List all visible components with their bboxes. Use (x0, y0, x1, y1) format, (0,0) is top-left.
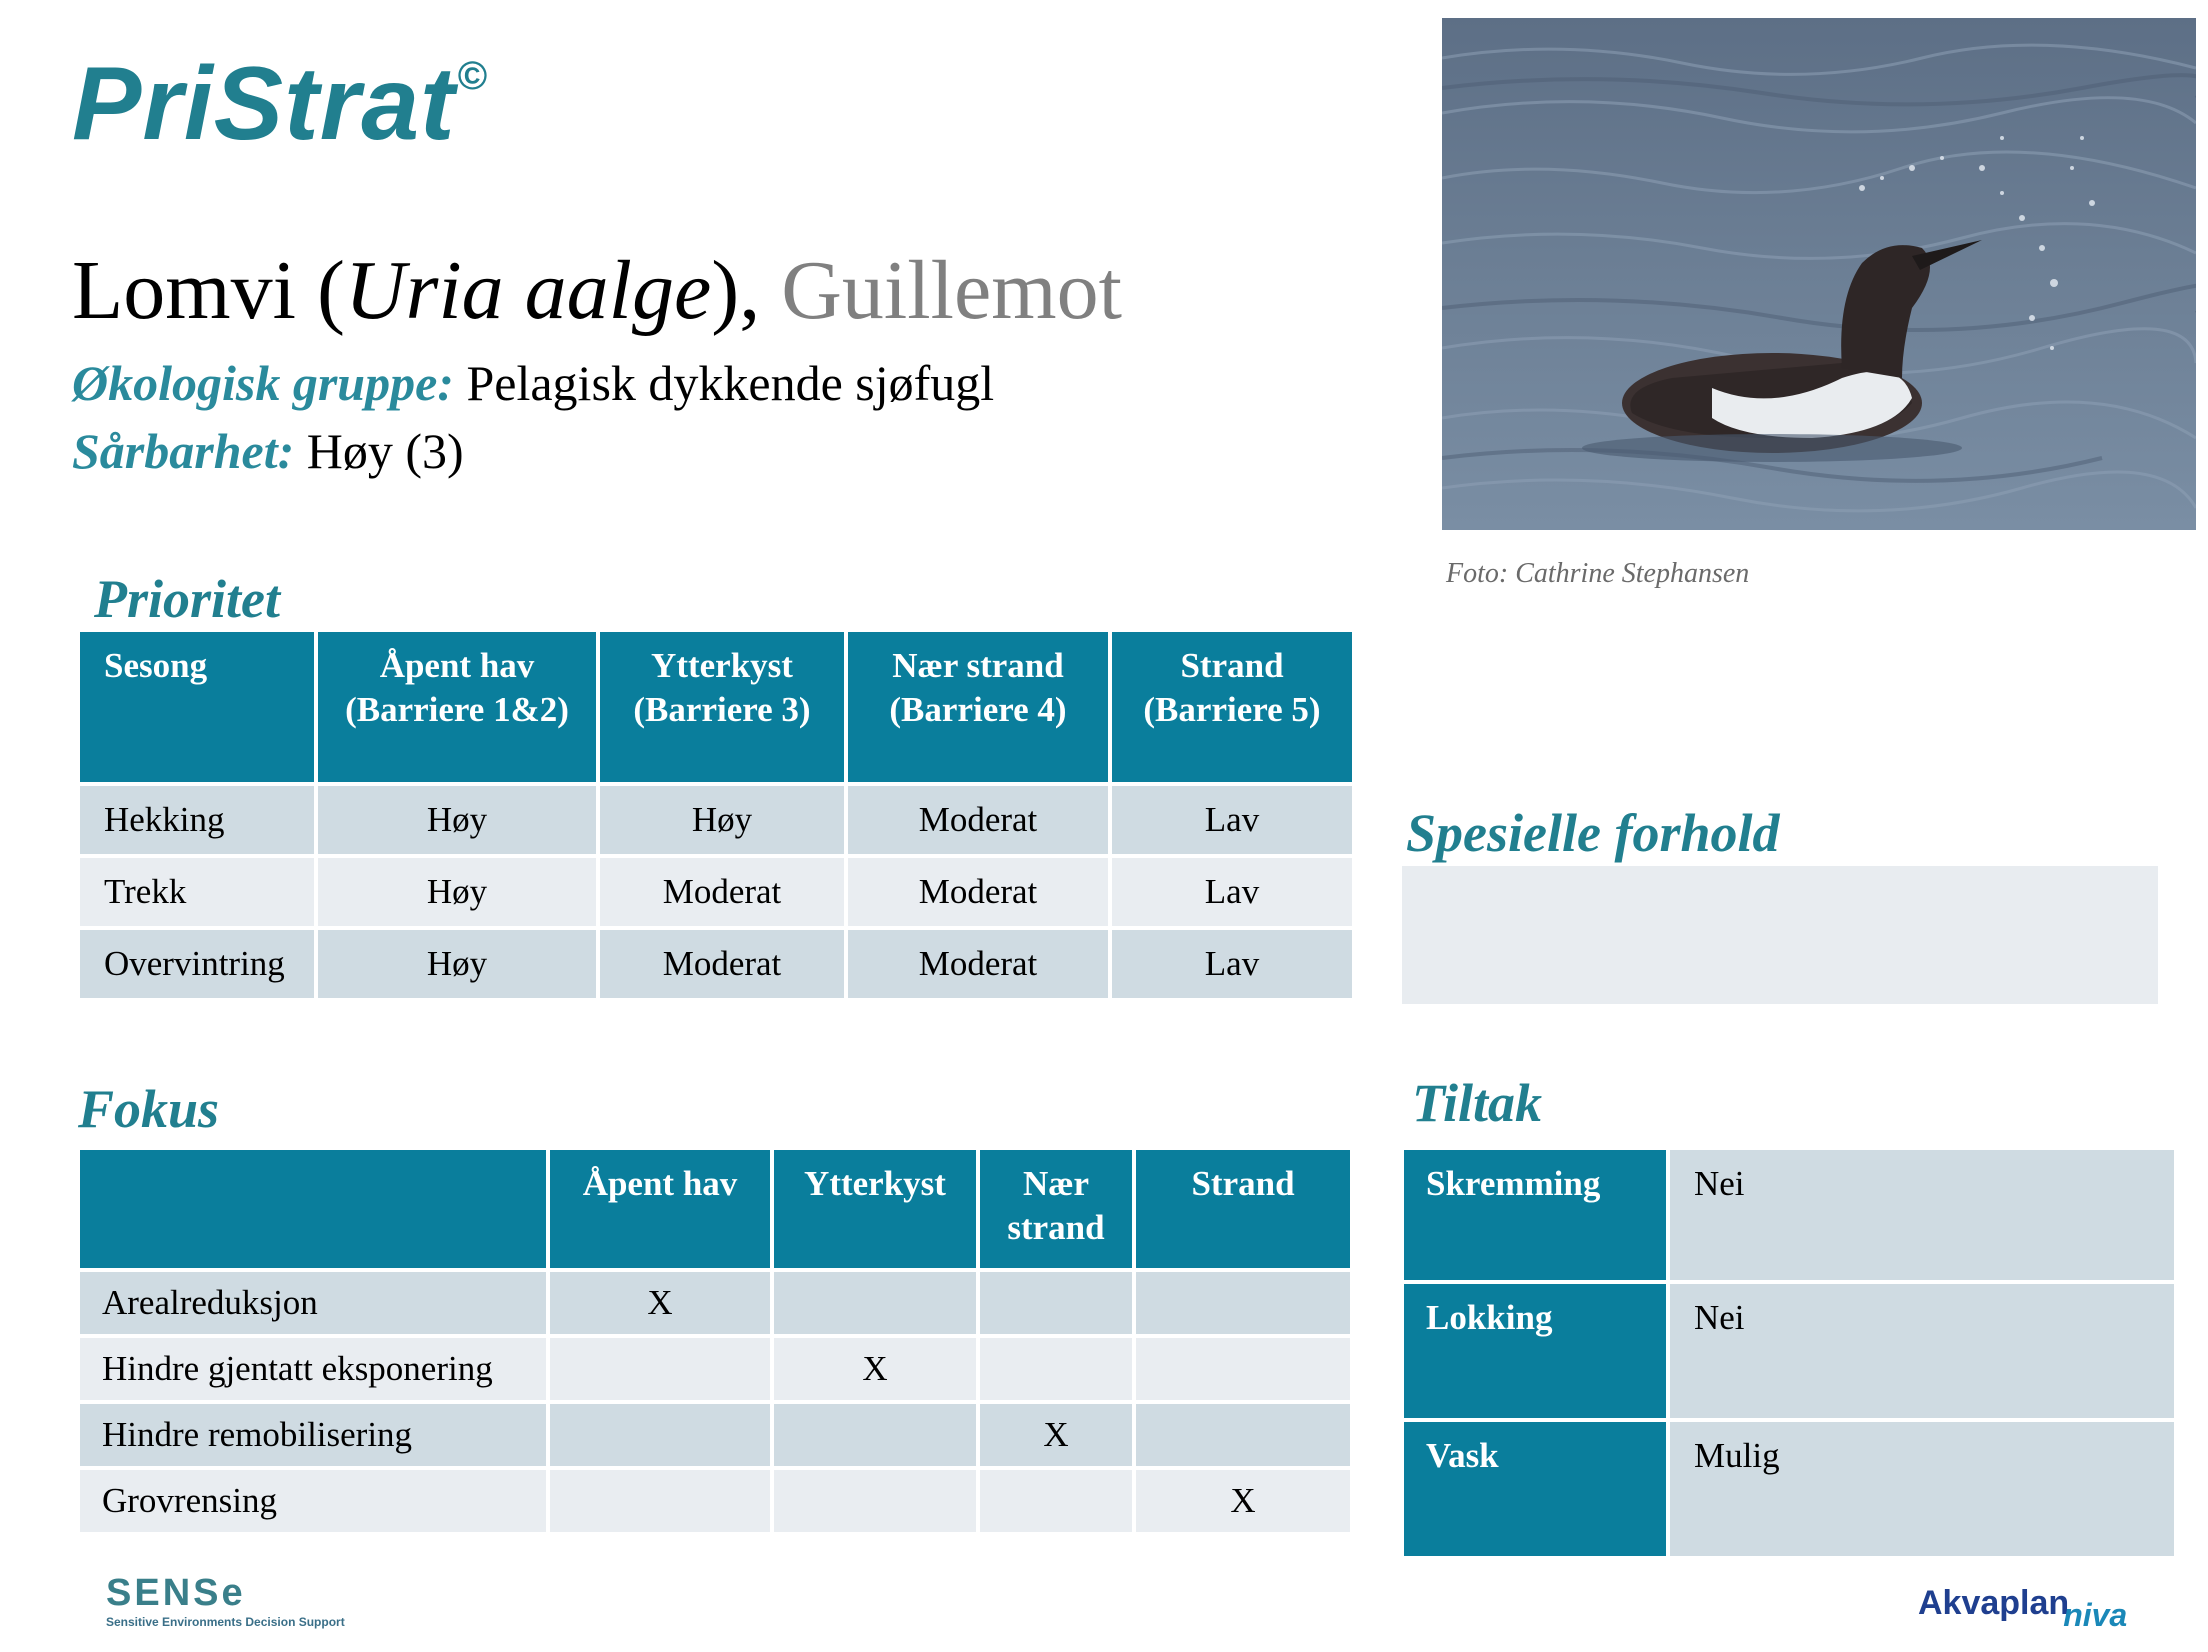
niva-text: niva (2063, 1597, 2128, 1633)
fokus-cell (980, 1272, 1132, 1334)
eco-group-value: Pelagisk dykkende sjøfugl (453, 355, 995, 411)
fokus-header-apent-hav: Åpent hav (550, 1150, 770, 1268)
prioritet-cell: Moderat (848, 930, 1108, 998)
prioritet-cell: Høy (600, 786, 844, 854)
tiltak-value: Nei (1670, 1284, 2174, 1418)
prioritet-table (76, 628, 1356, 1002)
prioritet-header-ytterkyst: Ytterkyst (Barriere 3) (600, 632, 844, 782)
fokus-cell: Hindre remobilisering (80, 1404, 546, 1466)
prioritet-cell: Hekking (80, 786, 314, 854)
tiltak-label: Lokking (1404, 1284, 1666, 1418)
fokus-row-grovrensing (80, 1470, 1350, 1532)
prioritet-cell: Høy (318, 858, 596, 926)
akvaplan-niva-logo (1918, 1584, 2128, 1633)
species-title (72, 245, 1122, 337)
prioritet-cell: Moderat (600, 858, 844, 926)
fokus-header-ytterkyst: Ytterkyst (774, 1150, 976, 1268)
tiltak-row-vask (1404, 1422, 2174, 1556)
spesielle-forhold-box (1402, 866, 2158, 1004)
sense-logo-text: SENSe (106, 1572, 246, 1614)
fokus-cell: X (1136, 1470, 1350, 1532)
prioritet-cell: Høy (318, 930, 596, 998)
fokus-header-naer-strand: Nær strand (980, 1150, 1132, 1268)
eco-group-label: Økologisk gruppe: (72, 355, 454, 411)
fokus-cell (550, 1470, 770, 1532)
prioritet-header-sesong: Sesong (80, 632, 314, 782)
pristrat-logo (72, 46, 489, 162)
species-latin: Uria aalge (344, 244, 712, 337)
vulnerability (72, 423, 464, 479)
vulnerability-label: Sårbarhet: (72, 423, 295, 479)
prioritet-cell: Høy (318, 786, 596, 854)
fokus-cell: X (774, 1338, 976, 1400)
prioritet-cell: Moderat (600, 930, 844, 998)
logo-text: PriStrat (72, 46, 456, 162)
photo-credit: Foto: Cathrine Stephansen (1446, 558, 1750, 589)
fokus-header-row (80, 1150, 1350, 1268)
fokus-cell: X (550, 1272, 770, 1334)
species-name-en: Guillemot (781, 244, 1122, 337)
fokus-cell (1136, 1272, 1350, 1334)
fokus-header-blank (80, 1150, 546, 1268)
prioritet-cell: Lav (1112, 858, 1352, 926)
fokus-cell (774, 1470, 976, 1532)
prioritet-cell: Lav (1112, 786, 1352, 854)
fokus-cell: X (980, 1404, 1132, 1466)
prioritet-header-strand: Strand (Barriere 5) (1112, 632, 1352, 782)
fokus-cell (980, 1470, 1132, 1532)
fokus-cell (1136, 1338, 1350, 1400)
fokus-row-hindre-remobilisering (80, 1404, 1350, 1466)
sense-tagline: Sensitive Environments Decision Support (106, 1615, 345, 1629)
prioritet-header-apent-hav: Åpent hav (Barriere 1&2) (318, 632, 596, 782)
tiltak-label: Vask (1404, 1422, 1666, 1556)
tiltak-table (1400, 1146, 2178, 1560)
tiltak-value: Nei (1670, 1150, 2174, 1280)
tiltak-row-skremming (1404, 1150, 2174, 1280)
prioritet-row-trekk (80, 858, 1352, 926)
tiltak-value: Mulig (1670, 1422, 2174, 1556)
akvaplan-text: Akvaplan (1918, 1584, 2070, 1622)
fokus-cell (980, 1338, 1132, 1400)
prioritet-cell: Moderat (848, 858, 1108, 926)
fokus-cell (550, 1338, 770, 1400)
fokus-cell (774, 1404, 976, 1466)
prioritet-row-overvintring (80, 930, 1352, 998)
fokus-table (76, 1146, 1354, 1536)
copyright-mark: © (457, 54, 489, 98)
fokus-cell (550, 1404, 770, 1466)
fokus-cell (1136, 1404, 1350, 1466)
species-sep: ), (711, 244, 782, 337)
tiltak-title: Tiltak (1412, 1073, 1542, 1133)
sense-logo (106, 1574, 345, 1629)
fokus-row-arealreduksjon (80, 1272, 1350, 1334)
species-name-no: Lomvi ( (72, 244, 345, 337)
fokus-cell: Grovrensing (80, 1470, 546, 1532)
prioritet-header-row (80, 632, 1352, 782)
prioritet-header-naer-strand: Nær strand (Barriere 4) (848, 632, 1108, 782)
prioritet-cell: Lav (1112, 930, 1352, 998)
fokus-title: Fokus (78, 1079, 220, 1139)
prioritet-cell: Trekk (80, 858, 314, 926)
tiltak-row-lokking (1404, 1284, 2174, 1418)
fokus-cell: Arealreduksjon (80, 1272, 546, 1334)
vulnerability-value: Høy (3) (294, 423, 464, 479)
guillemot-photo-image (1442, 18, 2196, 530)
prioritet-title: Prioritet (94, 569, 280, 629)
prioritet-cell: Overvintring (80, 930, 314, 998)
spesielle-forhold-title: Spesielle forhold (1406, 803, 1780, 863)
fokus-cell (774, 1272, 976, 1334)
tiltak-label: Skremming (1404, 1150, 1666, 1280)
fokus-header-strand: Strand (1136, 1150, 1350, 1268)
eco-group (72, 355, 995, 411)
prioritet-cell: Moderat (848, 786, 1108, 854)
fokus-cell: Hindre gjentatt eksponering (80, 1338, 546, 1400)
fokus-row-hindre-gjentatt-eksponering (80, 1338, 1350, 1400)
prioritet-row-hekking (80, 786, 1352, 854)
guillemot-photo (1442, 18, 2196, 530)
